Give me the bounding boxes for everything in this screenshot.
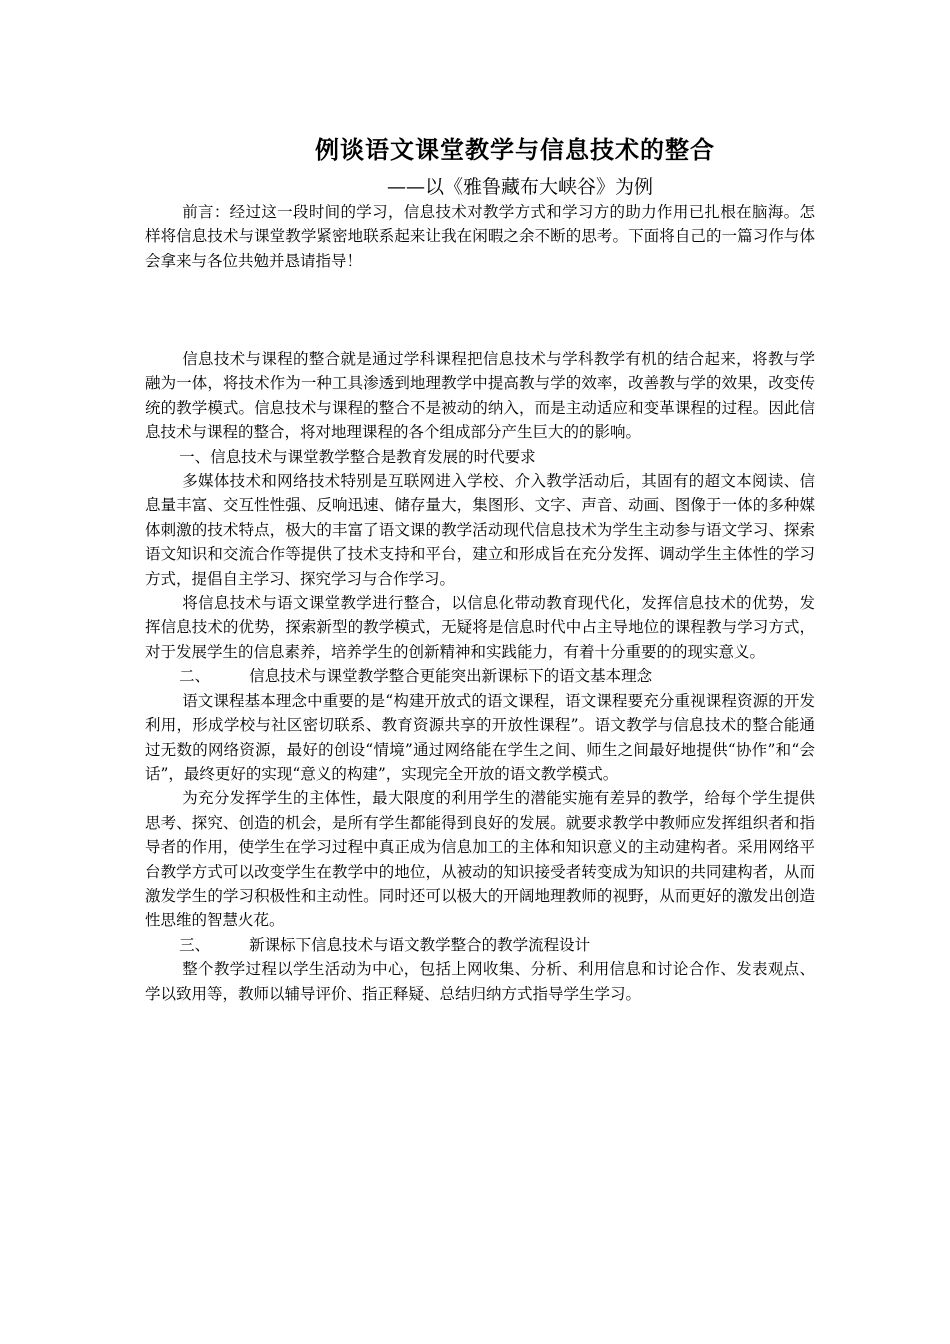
section-2-heading: 信息技术与课堂教学整合更能突出新课标下的语文基本理念 — [249, 667, 653, 686]
preface-block — [145, 200, 815, 273]
section-2-number: 二、 — [179, 667, 211, 686]
section-3-heading: 新课标下信息技术与语文教学整合的教学流程设计 — [249, 935, 591, 954]
section-3-paragraph-1: 整个教学过程以学生活动为中心，包括上网收集、分析、利用信息和讨论合作、发表观点、学以致用等，教师以辅导评价、指正释疑、总结归纳方式指导学生学习。 — [145, 960, 815, 1003]
section-3-heading-row — [145, 933, 815, 957]
document-subtitle: ——以《雅鲁藏布大峡谷》为例 — [386, 176, 653, 198]
preface-paragraph: 前言：经过这一段时间的学习，信息技术对教学方式和学习方的助力作用已扎根在脑海。怎样将信息技术与课堂教学紧密地联系起来让我在闲暇之余不断的思考。下面将自己的一篇习作与体会拿来与各位共勉并恳请指导！ — [145, 203, 815, 270]
section-1-heading: 一、信息技术与课堂教学整合是教育发展的时代要求 — [179, 447, 536, 466]
section-2-paragraph-1: 语文课程基本理念中重要的是“构建开放式的语文课程，语文课程要充分重视课程资源的开发利用，形成学校与社区密切联系、教育资源共享的开放性课程”。语文教学与信息技术的整合能通过无数的网络资源，最好的创设“情境”通过网络能在学生之间、师生之间最好地提供“协作”和“会话”，最终更好的实现“意义的构建”，实现完全开放的语文教学模式。 — [145, 691, 815, 783]
section-2-heading-row — [145, 664, 815, 688]
intro-paragraph: 信息技术与课程的整合就是通过学科课程把信息技术与学科教学有机的结合起来，将教与学融为一体，将技术作为一种工具渗透到地理教学中提高教与学的效率，改善教与学的效果，改变传统的教学模式。信息技术与课程的整合不是被动的纳入，而是主动适应和变革课程的过程。因此信息技术与课程的整合，将对地理课程的各个组成部分产生巨大的的影响。 — [145, 350, 815, 442]
section-1-paragraph-1: 多媒体技术和网络技术特别是互联网进入学校、介入教学活动后，其固有的超文本阅读、信息量丰富、交互性性强、反响迅速、储存量大，集图形、文字、声音、动画、图像于一体的多种媒体刺激的技术特点，极大的丰富了语文课的教学活动现代信息技术为学生主动参与语文学习、探索语文知识和交流合作等提供了技术支持和平台，建立和形成旨在充分发挥、调动学生主体性的学习方式，提倡自主学习、探究学习与合作学习。 — [145, 472, 815, 588]
section-3-number: 三、 — [179, 935, 211, 954]
main-body — [145, 347, 815, 1006]
section-1-paragraph-2: 将信息技术与语文课堂教学进行整合，以信息化带动教育现代化，发挥信息技术的优势，发挥信息技术的优势，探索新型的教学模式，无疑将是信息时代中占主导地位的课程教与学习方式，对于发展学生的信息素养，培养学生的创新精神和实践能力，有着十分重要的的现实意义。 — [145, 594, 815, 661]
section-2-paragraph-2: 为充分发挥学生的主体性，最大限度的利用学生的潜能实施有差异的教学，给每个学生提供思考、探究、创造的机会，是所有学生都能得到良好的发展。就要求教学中教师应发挥组织者和指导者的作用，使学生在学习过程中真正成为信息加工的主体和知识意义的主动建构者。采用网络平台教学方式可以改变学生在教学中的地位，从被动的知识接受者转变成为知识的共同建构者，从而激发学生的学习积极性和主动性。同时还可以极大的开阔地理教师的视野，从而更好的激发出创造性思维的智慧火花。 — [145, 789, 815, 930]
document-title: 例谈语文课堂教学与信息技术的整合 — [315, 135, 715, 164]
